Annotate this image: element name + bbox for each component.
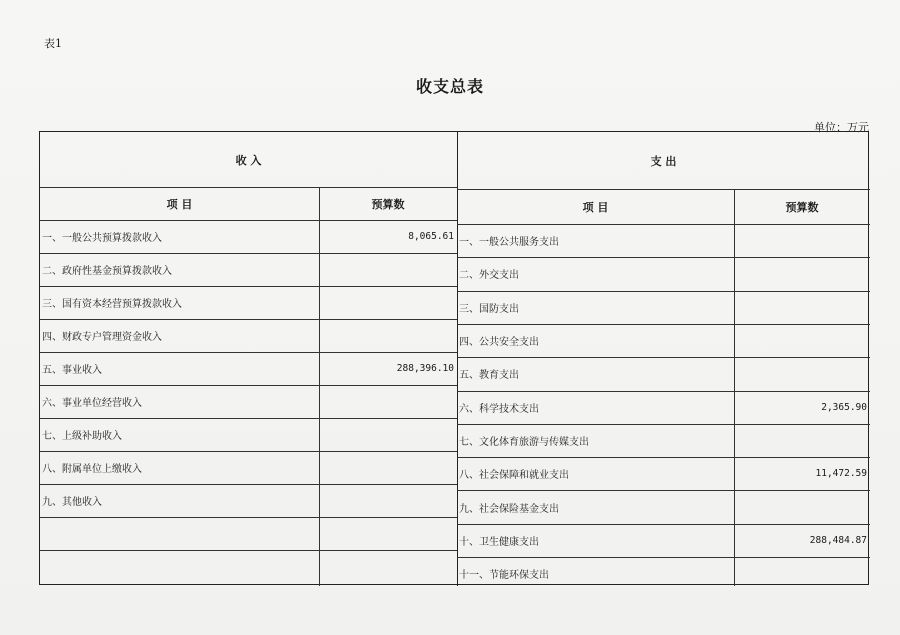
income-row-item: 三、国有资本经营预算拨款收入 (42, 299, 182, 310)
income-row-value (319, 418, 457, 451)
income-row-item (40, 550, 319, 583)
expense-row-value (734, 357, 870, 390)
expense-row-value (734, 324, 870, 357)
income-row-item: 六、事业单位经营收入 (42, 398, 142, 409)
income-row-item: 九、其他收入 (42, 497, 102, 508)
income-col-item-header: 项 目 (166, 197, 193, 211)
expense-row-item: 三、国防支出 (459, 303, 519, 315)
expense-row-value: 288,484.87 (809, 534, 867, 546)
expense-section-header: 支 出 (650, 154, 677, 168)
income-row-value (319, 517, 457, 550)
page-title: 收支总表 (415, 77, 484, 96)
income-row-value (319, 484, 457, 517)
expense-row-item: 十一、节能环保支出 (459, 570, 549, 582)
income-row-item: 四、财政专户管理资金收入 (42, 332, 162, 343)
income-row-value (319, 385, 457, 418)
expense-row-item: 一、一般公共服务支出 (459, 237, 559, 249)
expense-col-budget-header: 预算数 (785, 200, 819, 214)
income-col-budget-header: 预算数 (371, 197, 405, 211)
income-row-item (40, 517, 319, 550)
expense-row-value (734, 224, 870, 257)
income-row-item: 一、一般公共预算拨款收入 (42, 233, 162, 244)
expense-row-item: 四、公共安全支出 (459, 337, 539, 349)
expense-row-value (734, 490, 870, 523)
summary-table (39, 131, 869, 585)
income-row-value (319, 286, 457, 319)
expense-row-item: 五、教育支出 (459, 370, 519, 382)
expense-row-item: 六、科学技术支出 (459, 403, 539, 415)
income-row-value (319, 451, 457, 484)
income-row-value (319, 253, 457, 286)
expense-row-value: 2,365.90 (821, 401, 867, 413)
income-row-value (319, 550, 457, 583)
income-row-value (319, 319, 457, 352)
expense-row-item: 二、外交支出 (459, 270, 519, 282)
income-row-value: 8,065.61 (408, 231, 454, 242)
expense-row-item: 七、文化体育旅游与传媒支出 (459, 436, 589, 448)
expense-row-value (734, 424, 870, 457)
income-row-item: 七、上级补助收入 (42, 431, 122, 442)
income-row-value: 288,396.10 (396, 363, 454, 374)
income-row-item: 二、政府性基金预算拨款收入 (42, 266, 172, 277)
expense-row-item: 十、卫生健康支出 (459, 536, 539, 548)
expense-row-value (734, 257, 870, 290)
table-number: 表1 (44, 37, 62, 50)
income-row-item: 五、事业收入 (42, 365, 102, 376)
expense-col-item-header: 项 目 (582, 200, 609, 214)
expense-row-value (734, 291, 870, 324)
income-row-item: 八、附属单位上缴收入 (42, 464, 142, 475)
expense-row-item: 九、社会保险基金支出 (459, 503, 559, 515)
expense-row-value (734, 557, 870, 590)
expense-row-item: 八、社会保障和就业支出 (459, 470, 569, 482)
unit-label: 单位：万元 (814, 121, 869, 134)
income-section-header: 收 入 (235, 153, 262, 167)
expense-row-value: 11,472.59 (815, 468, 867, 480)
